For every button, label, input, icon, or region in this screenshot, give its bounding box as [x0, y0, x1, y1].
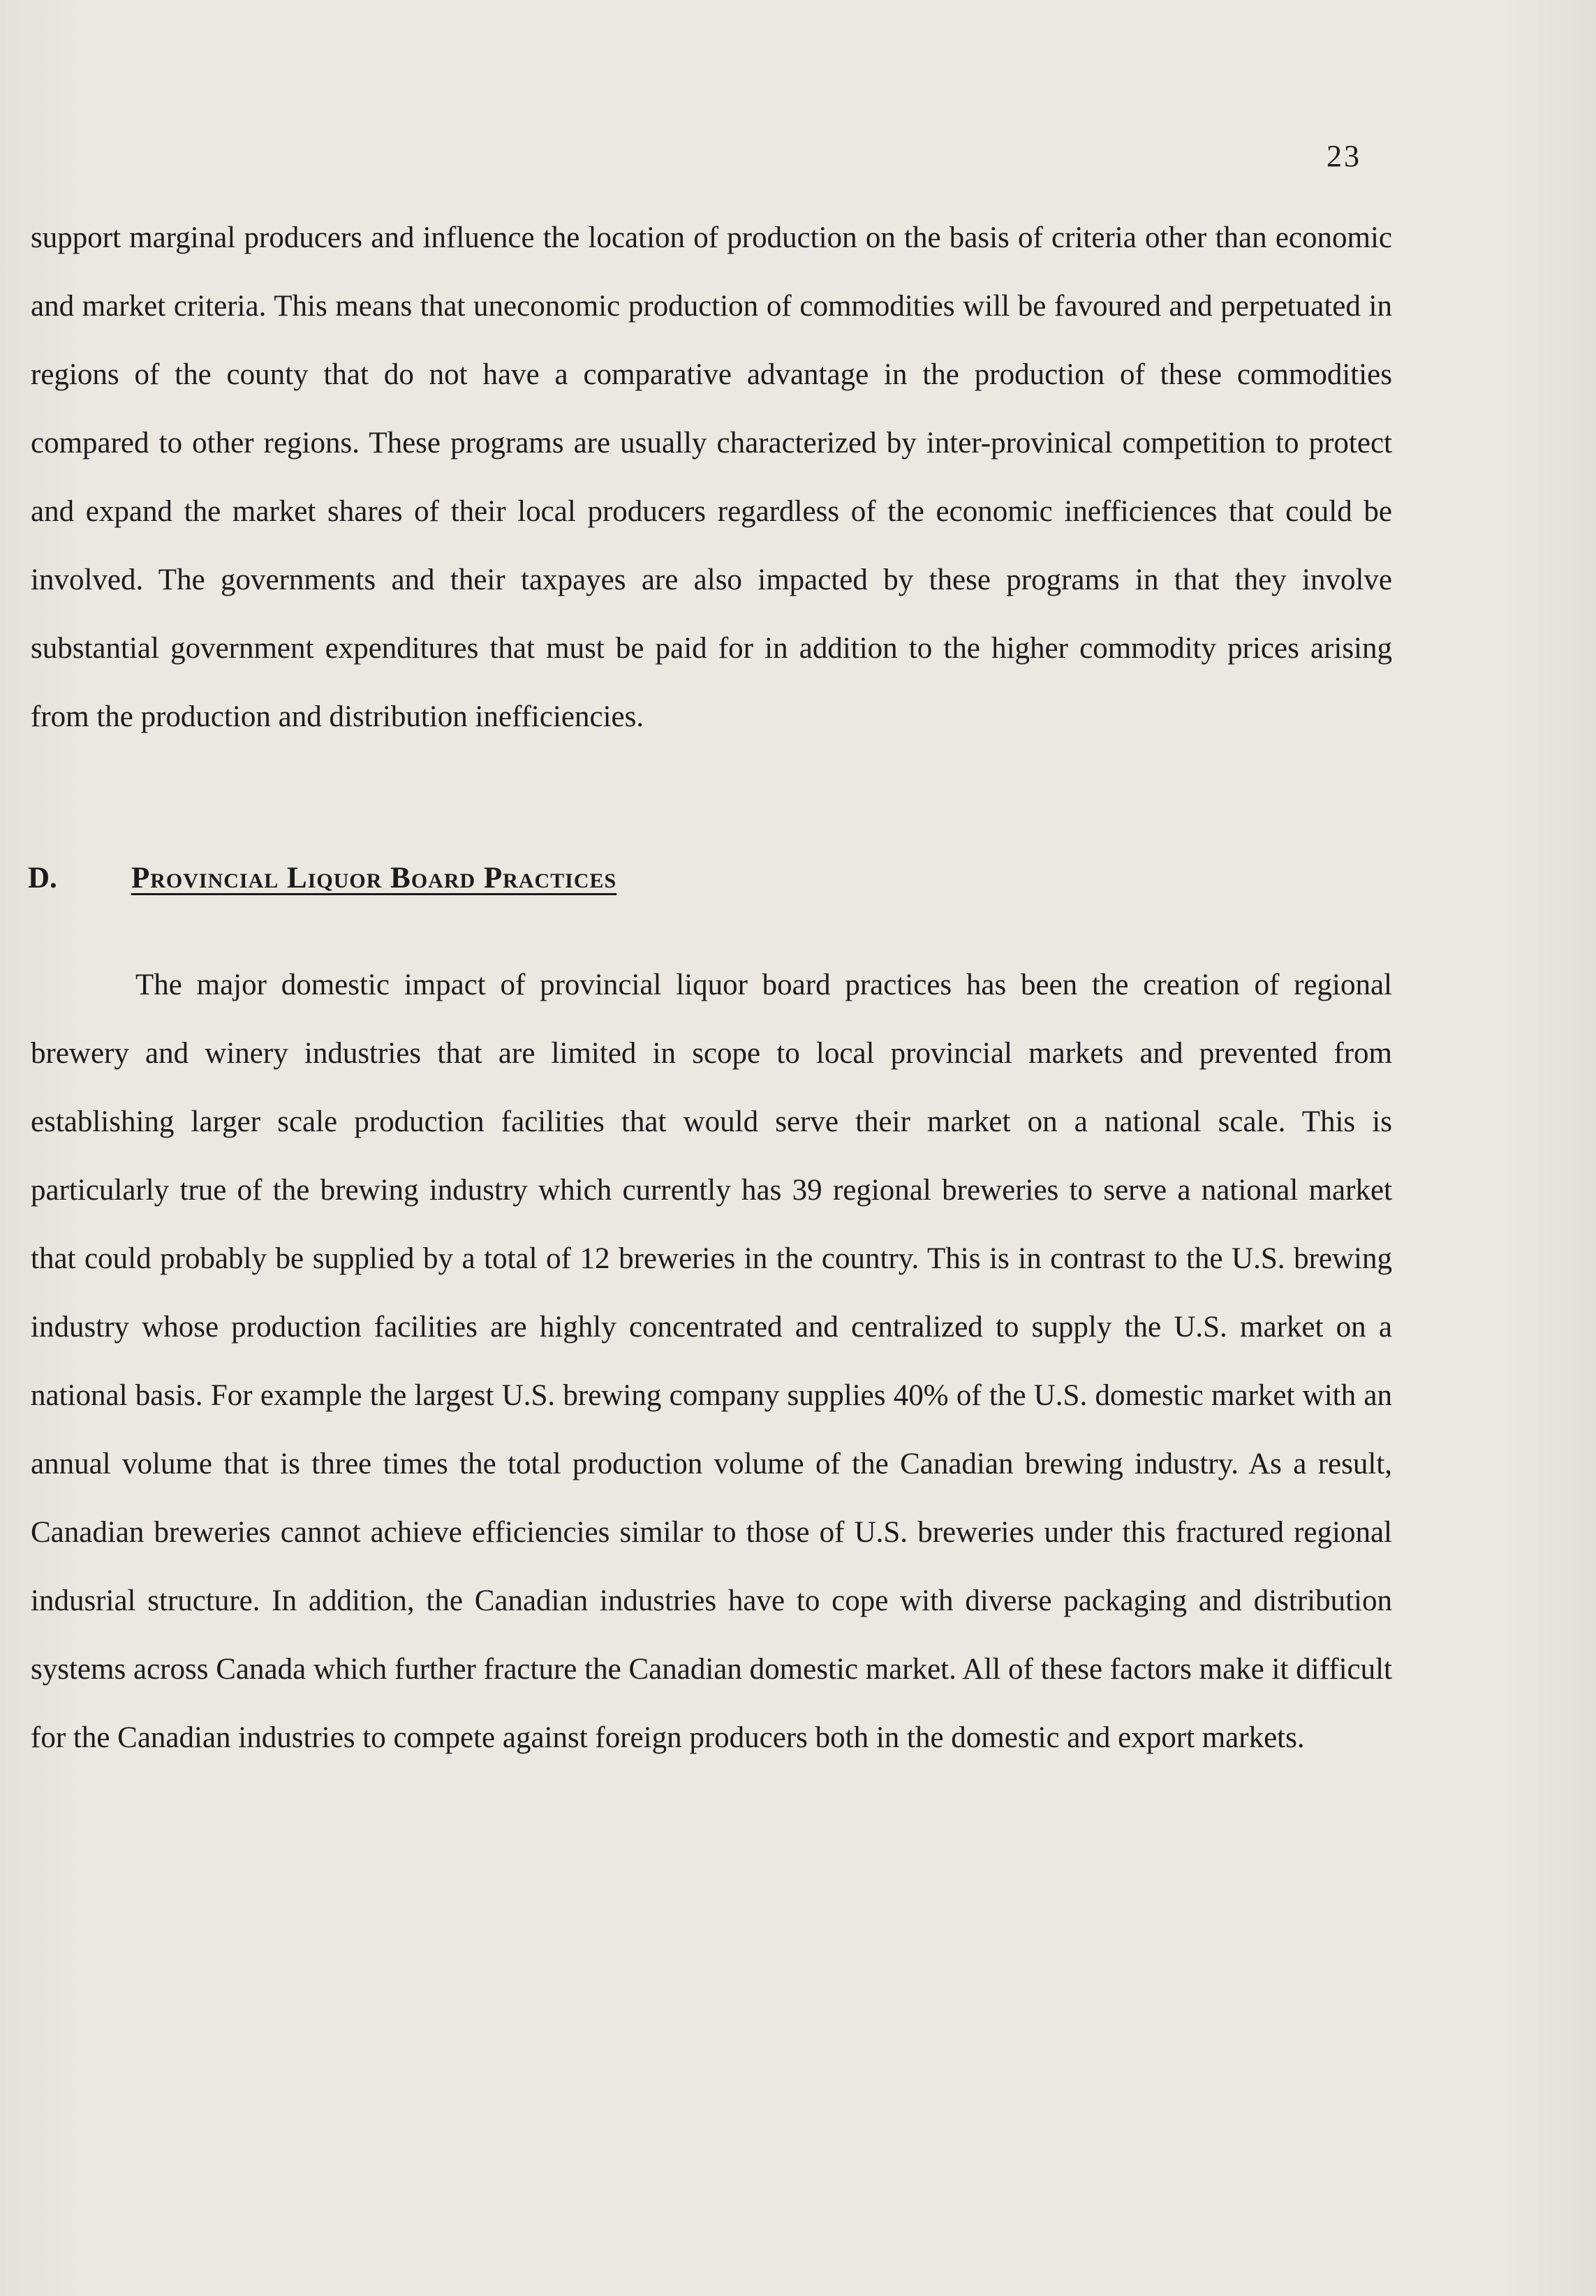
- paragraph-continuation: support marginal producers and influence the location of production on the basis of criteria other than economic and market criteria. This means that uneconomic production of commodities will be favoured and perpetuated in regions of the county that do not have a comparative advantage in the production of these commodities compared to other regions. These programs are usually characterized by inter-provinical competition to protect and expand the market shares of their local producers regardless of the economic inefficiences that could be involved. The governments and their taxpayes are also impacted by these programs in that they involve substantial government expenditures that must be paid for in addition to the higher commodity prices arising from the production and distribution inefficiencies.: [31, 221, 1392, 733]
- section-title: Provincial Liquor Board Practices: [131, 862, 617, 895]
- section-heading: [28, 858, 1005, 906]
- paragraph-liquor-board: The major domestic impact of provincial liquor board practices has been the creation of regional brewery and winery industries that are limited in scope to local provincial markets and prevented from establishing larger scale production facilities that would serve their market on a national scale. This is particularly true of the brewing industry which currently has 39 regional breweries to serve a national market that could probably be supplied by a total of 12 breweries in the country. This is in contrast to the U.S. brewing industry whose production facilities are highly concentrated and centralized to supply the U.S. market on a national basis. For example the largest U.S. brewing company supplies 40% of the U.S. domestic market with an annual volume that is three times the total production volume of the Canadian brewing industry. As a result, Canadian breweries cannot achieve efficiencies similar to those of U.S. breweries under this fractured regional indusrial structure. In addition, the Canadian industries have to cope with diverse packaging and distribution systems across Canada which further fracture the Canadian domestic market. All of these factors make it difficult for the Canadian industries to compete against foreign producers both in the domestic and export markets.: [31, 969, 1392, 1754]
- page-number: 23: [1327, 139, 1361, 173]
- section-letter: D.: [28, 862, 57, 895]
